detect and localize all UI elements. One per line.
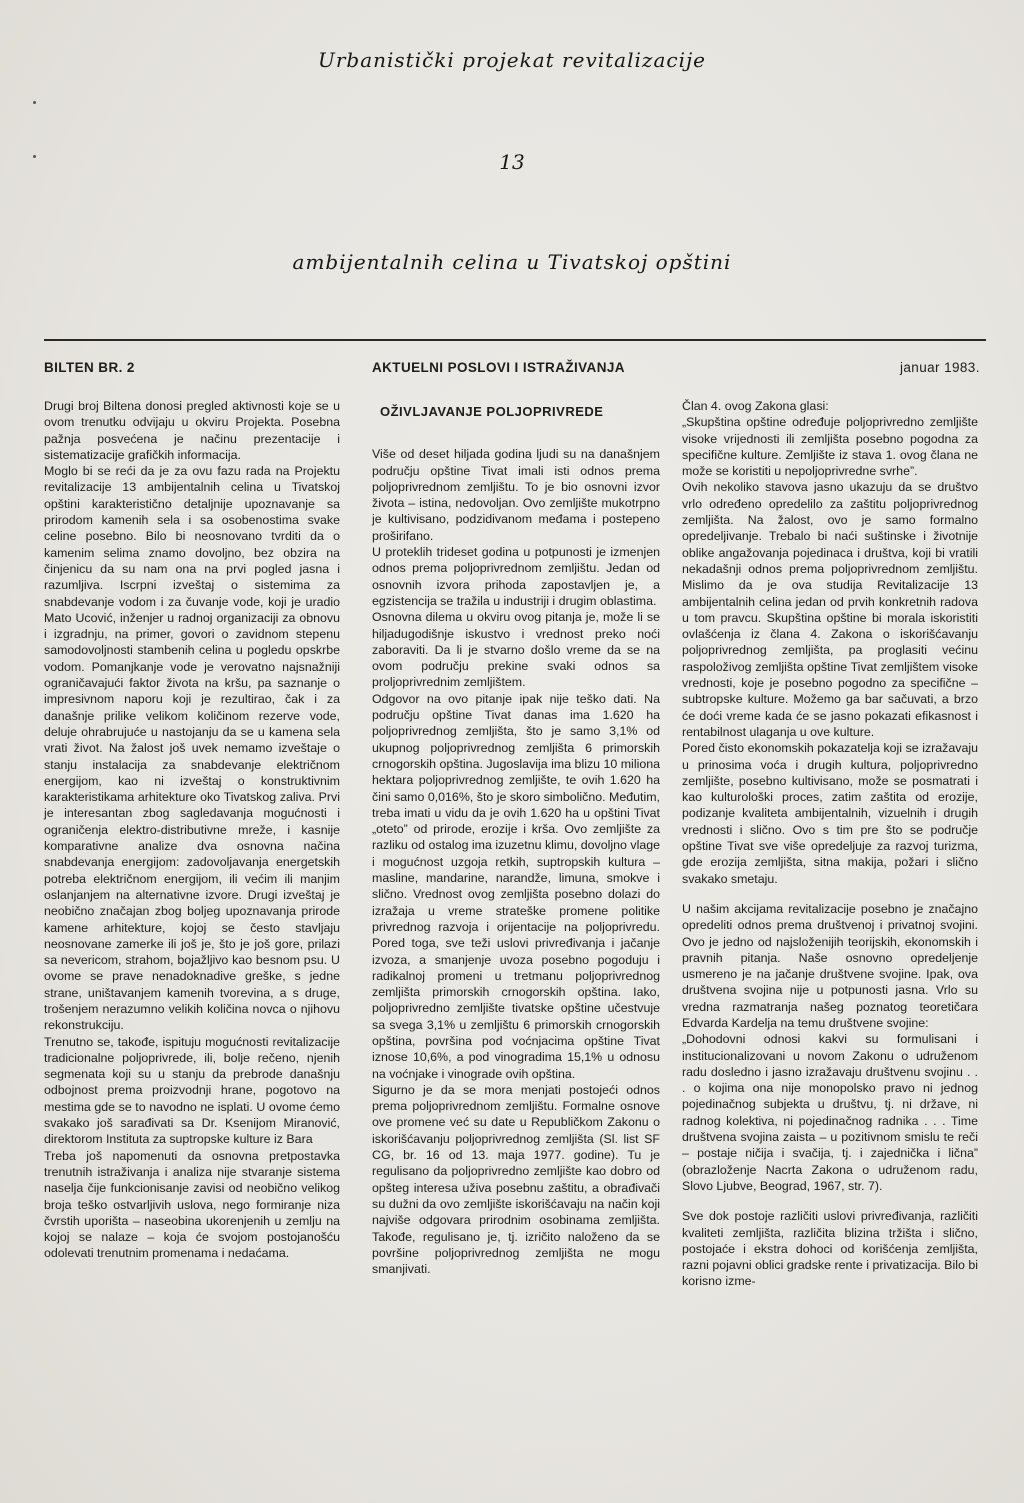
paragraph: Moglo bi se reći da je za ovu fazu rada na Projektu revitalizacije 13 ambijentalnih celina u Tivatskoj opštini karakteristično detaljnije upoznavanje sa prirodom kamenih sela i sa osobenostima svake celine posebno. Bilo bi neosnovano tvrditi da o kamenim selima znamo dovoljno, bez obzira na činjenicu da su nam ona na prvi pogled jasna i razumljiva. Iscrpni izveštaj o sistemima za snabdevanje vodom i za čuvanje vode, koji je uradio Mato Ucović, inženjer u radnoj organizaciji za obnovu i izgradnju, na primer, govori o zavidnom stepenu samodovoljnosti stambenih celina u pogledu opskrbe vodom. Pomanjkanje vode je verovatno najsnažniji ograničavajući faktor života na kršu, pa saznanje o impresivnom naporu koji je rezultirao, čak i za današnje prilike velikom količinom rezerve vode, deluje ohrabrujuće u nastojanju da se u kamena sela vrati život. Na žalost još uvek nemamo izveštaje o stanju instalacija za snabdevanje električnom energijom, kao ni izveštaj o konstruktivnim karakteristikama arhitekture oko Tivatskog zaliva. Prvi je interesantan zbog sagledavanja mogućnosti i ograničenja elektro-distributivne mreže, i kasnije komparativne analize dva osnovna načina snabdevanja energijom: zadovoljavanja energetskih potreba električnom energijom, ili većim ili manjim oslanjanjem na alternativne izvore. Drugi izveštaj je neobično značajan zbog boljeg upoznavanja prirode kamene arhitekture, kojoj se često stavljaju neosnovane zamerke ili još je, što je još gore, prilazi sa nevericom, strahom, bojažljivo kao besnom psu. U ovome se prave nenadoknadive greške, s jedne strane, uništavanjem kamenih tvorevina, a s druge, trošenjem nerazumno velikih količina novca o njihovu rekonstrukciju. (44, 464, 340, 1033)
article-heading: OŽIVLJAVANJE POLJOPRIVREDE (380, 404, 604, 419)
paragraph: Ovih nekoliko stavova jasno ukazuju da se društvo vrlo određeno opredelilo za zaštitu poljoprivrednog zemljišta. Na žalost, ovo je samo formalno opredeljivanje. Trebalo bi naći suštinske i životnije oblike angažovanja pojedinaca i društva, koji bi vratili nekadašnji odnos prema poljoprivrednom zemljištu. Mislimo da je ova studija Revitalizacije 13 ambijentalnih celina jedan od prvih konkretnih radova u tom pravcu. Skupština opštine bi morala iskoristiti ovlašćenja iz člana 4. Zakona o iskorišćavanju poljoprivrednog zemljišta, pa proglasiti većinu raspoloživog zemljišta opštine Tivat zemljištem visoke vrednosti, koje je posebno pogodno za specifične – subtropske kulture. Možemo ga bar sačuvati, a brzo će doći vreme kada će se jasno pokazati efikasnost i rentabilnost ulaganja u ove kulture. (682, 480, 978, 739)
paragraph: Odgovor na ovo pitanje ipak nije teško dati. Na području opštine Tivat danas ima 1.620 ha poljoprivrednog zemljišta, što je samo 3,1% od ukupnog poljoprivrednog zemljišta 6 primorskih crnogorskih opština. Jugoslavija ima blizu 10 miliona hektara poljoprivrednog zemljište, te ovih 1.620 ha čini samo 0,016%, što je skoro simbolično. Međutim, treba imati u vidu da je ovih 1.620 ha u opštini Tivat „oteto” od prirode, erozije i krša. Ovo zemljište za razliku od ostalog ima izuzetnu klimu, dovoljno vlage i mogućnost uzgoja retkih, suptropskih kultura – masline, mandarine, narandže, limuna, smokve i slično. Vrednost ovog zemljišta posebno dolazi do izražaja u vreme strateške promene politike privrednog razvoja i orijentacije na poljoprivredu. Pored toga, sve teži uslovi privređivanja i jačanje izvoza, a smanjenje uvoza posebno pogoduju i radikalnoj promeni u tretmanu poljoprivrednog zemljišta primorskih crnogorskih opština. Iako, poljoprivredno zemljište tivatske opštine učestvuje sa svega 3,1% u zemljištu 6 primorskih crnogorskih opština, površina pod voćnjacima opštine Tivat iznose 10,6%, a pod vinogradima 15,1% u odnosu na voćnjake i vinograde ovih opština. (372, 691, 660, 1081)
paragraph: Treba još napomenuti da osnovna pretpostavka trenutnih istraživanja i analiza nije stvaranje sistema naselja čije funkcionisanje zavisi od neobično velikog broja teško ostvarljivih uslova, nego formiranje niza čvrstih uporišta – naseobina ukorenjenih u zemlju na kojoj se nalaze – koja će svojom postojanošću odolevati trenutnim promenama i nedaćama. (44, 1148, 340, 1261)
issue-date: januar 1983. (900, 360, 980, 375)
column-left (44, 398, 340, 1262)
section-title: AKTUELNI POSLOVI I ISTRAŽIVANJA (372, 360, 625, 375)
header-rule (44, 339, 986, 341)
bulletin-number: BILTEN BR. 2 (44, 360, 135, 375)
paragraph: U proteklih trideset godina u potpunosti je izmenjen odnos prema poljoprivrednom zemljištu. Jedan od osnovnih izvora prihoda zapostavljen je, a egzistencija se tražila u industriji i drugim oblastima. (372, 545, 660, 608)
paper-speck (33, 101, 36, 104)
title-line-3: ambijentalnih celina u Tivatskoj opštini (292, 250, 732, 274)
paragraph: Osnovna dilema u okviru ovog pitanja je, može li se hiljadugodišnje iskustvo i vrednost preko noći zaboraviti. Da li je stvarno došlo vreme da se na ovom području prekine svaki odnos sa proljoprivrednim zemljištem. (372, 610, 660, 690)
paragraph: Sigurno je da se mora menjati postojeći odnos prema poljoprivrednom zemljištu. Formalne osnove ove promene već su date u Republičkom Zakonu o iskorišćavanju poljoprivrednog zemljišta (Sl. list SF CG, br. 16 od 13. maja 1977. godine). Tu je regulisano da poljoprivredno zemljište kao dobro od opšteg interesa uživa posebnu zaštitu, a obrađivači su dužni da ovo zemljište iskorišćavaju na način koji najviše odgovara prirodnim osobinama zemljišta. Takođe, regulisano je, tj. izričito naloženo da se površine poljoprivrednog zemljišta ne mogu smanjivati. (372, 1082, 660, 1277)
paragraph: Član 4. ovog Zakona glasi: (682, 399, 829, 413)
paragraph: Drugi broj Biltena donosi pregled aktivnosti koje se u ovom trenutku odvijaju u okviru Projekta. Posebna pažnja posvećena je načinu prezentacije i sistematizacije grafičkih informacija. (44, 399, 340, 462)
column-middle (372, 404, 660, 1277)
paragraph: Trenutno se, takođe, ispituju mogućnosti revitalizacije tradicionalne poljoprivrede, ili, bolje rečeno, njenih segmenata koji su u stanju da prebrode današnju odbojnost prema proizvodnji hrane, pogotovo na mestima gde se to navodno ne isplati. U ovome ćemo svakako još sarađivati sa Dr. Ksenijom Miranović, direktorom Instituta za suptropske kulture iz Bara (44, 1034, 340, 1147)
paragraph: Više od deset hiljada godina ljudi su na današnjem području opštine Tivat imali isti odnos prema poljoprivrednom zemljištu. To je bio osnovni izvor života – istina, nedovoljan. Ovo zemljište mukotrpno je kultivisano, podzidivanom međama i postepeno proširifano. (372, 447, 660, 543)
column-right (682, 398, 978, 1290)
title-line-1: Urbanistički projekat revitalizacije (317, 48, 706, 72)
quotation: „Dohodovni odnosi kakvi su formulisani i institucionalizovani u novom Zakonu o udruženom radu dosledno i jasno izražavaju društvenu svojinu . . . o kojima ona nije monopolsko pravo ni jednog pojedinačnog subjekta u društvu, tj. ni države, ni radnog kolektiva, ni pojedinačnog radnika . . . Time društvena svojina zaista – u pozitivnom smislu te reči – postaje ničija i svačija, tj. i zajednička i lična” (obrazloženje Nacrta Zakona o udruženom radu, Slovo Ljubve, Beograd, 1967, str. 7). (682, 1032, 978, 1193)
paragraph: U našim akcijama revitalizacije posebno je značajno opredeliti odnos prema društvenoj i privatnoj svojini. Ovo je jedno od najsloženijih teorijskih, ekonomskih i pravnih pitanja. Naše osnovno opredeljenje usmereno je na jačanje društvene svojine. Ipak, ova društvena svojina nije u potpunosti jasna. Vrlo su vredna razmatranja našeg poznatog teoretičara Edvarda Kardelja na temu društvene svojine: (682, 901, 978, 1030)
paragraph: „Skupština opštine određuje poljoprivredno zemljište visoke vrijednosti ili zemljišta posebno pogodna za specifične kulture. Zemljište iz stava 1. ovog člana ne može se koristiti u nepoljoprivredne svrhe”. (682, 415, 978, 479)
title-number: 13 (499, 150, 525, 174)
paragraph: Sve dok postoje različiti uslovi privređivanja, različiti kvaliteti zemljišta, različita blizina tržišta i slično, postojaće i ekstra dohoci od korišćenja zemljišta, razni pojavni oblici gradske rente i privatizacija. Bilo bi korisno izme- (682, 1209, 978, 1289)
paragraph: Pored čisto ekonomskih pokazatelja koji se izražavaju u prinosima voća i drugih kultura, poljoprivredno zemljište, posebno kultivisano, može se posmatrati i kao kulturološki proces, zatim zaštita od erozije, podizanje kvaliteta ambijentalnih, vizuelnih i drugih vrednosti i slično. Ovo s tim pre što se područje opštine Tivat sve više opredeljuje za razvoj turizma, gde erozija zemljišta, sitna makija, požari i slično svakako smetaju. (682, 741, 978, 886)
